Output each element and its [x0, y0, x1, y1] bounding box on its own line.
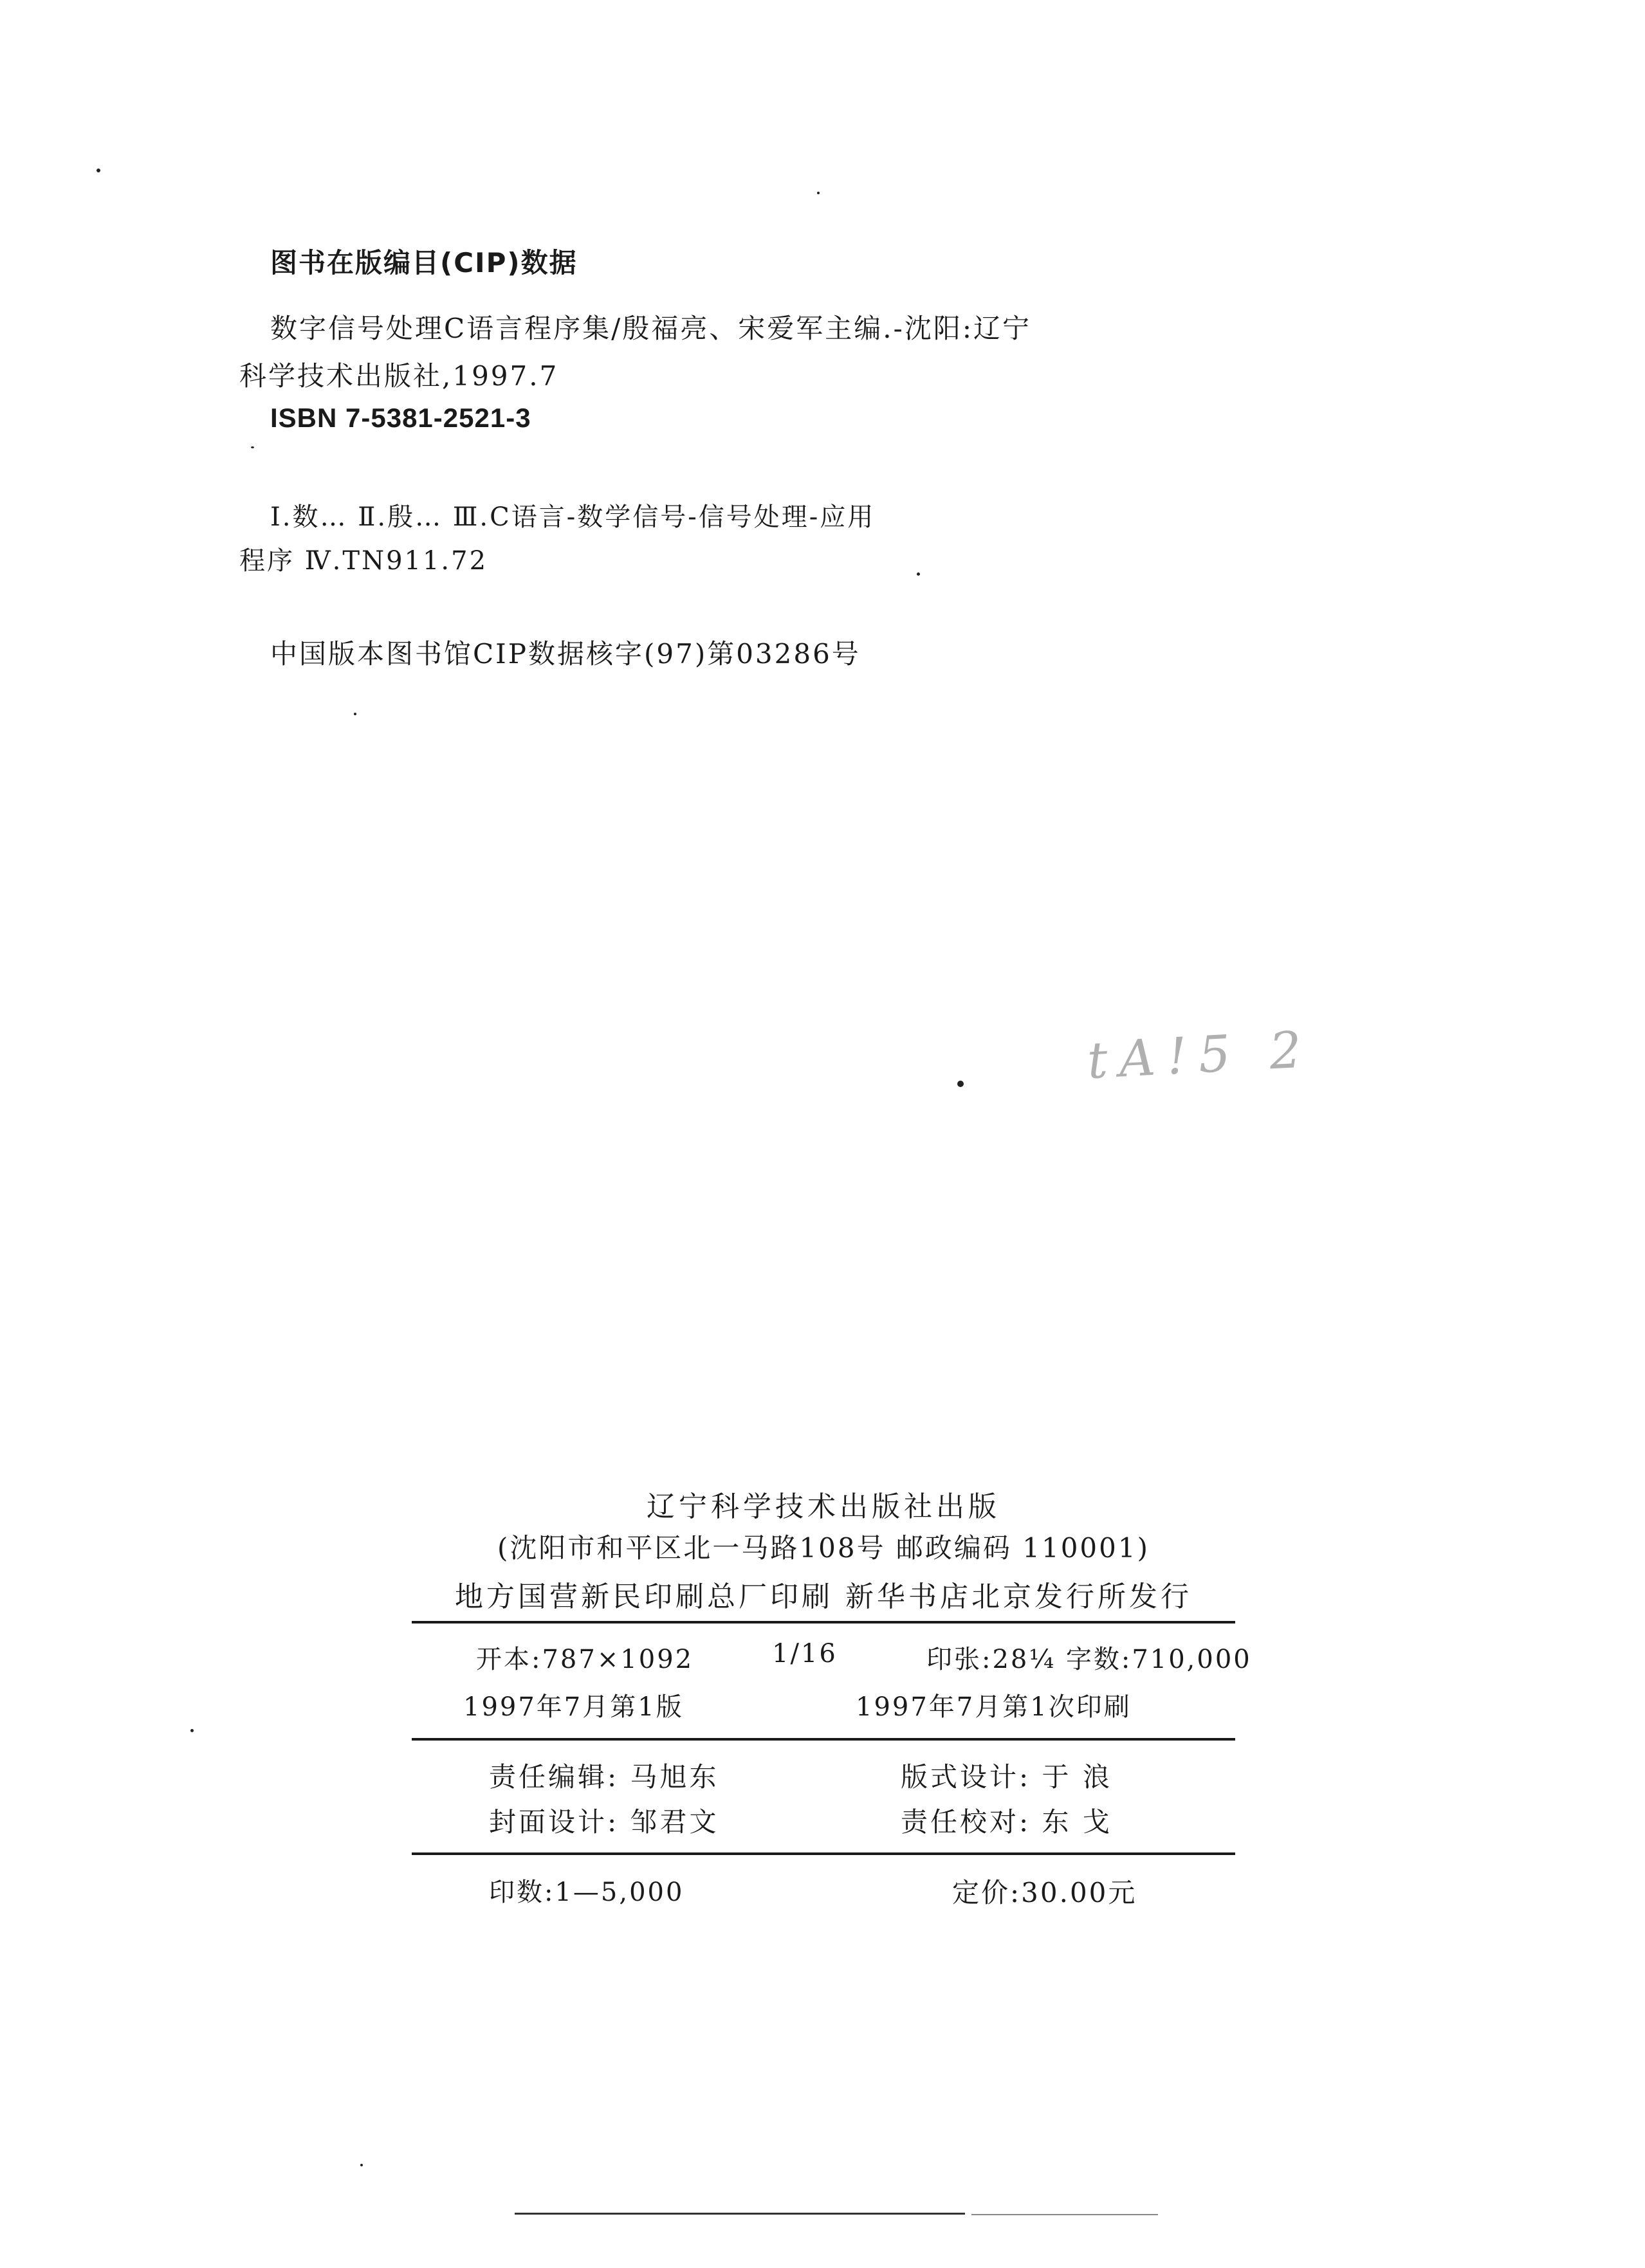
scan-line: [971, 2214, 1158, 2215]
cip-subject-line: Ⅰ.数… Ⅱ.殷… Ⅲ.C语言-数学信号-信号处理-应用: [270, 502, 876, 532]
edition-date: 1997年7月第1版: [463, 1692, 684, 1722]
price: 定价:30.00元: [952, 1877, 1137, 1908]
scan-speck: [360, 2164, 363, 2166]
cip-publisher-line: 科学技术出版社,1997.7: [239, 360, 559, 392]
scan-speck: [957, 1081, 964, 1087]
divider-rule: [412, 1852, 1235, 1855]
sheets-and-word-count: 印张:28¼ 字数:710,000: [926, 1645, 1252, 1674]
isbn: ISBN 7-5381-2521-3: [270, 403, 531, 433]
printing-date: 1997年7月第1次印刷: [856, 1692, 1132, 1722]
book-format: 开本:787×1092: [476, 1645, 694, 1674]
cover-designer: 封面设计: 邹君文: [489, 1806, 719, 1838]
print-run: 印数:1—5,000: [489, 1878, 685, 1907]
printer-distributor: 地方国营新民印刷总厂印刷 新华书店北京发行所发行: [455, 1580, 1192, 1613]
scan-line: [515, 2213, 965, 2215]
cip-heading: 图书在版编目(CIP)数据: [270, 247, 578, 279]
cip-title-line: 数字信号处理C语言程序集/殷福亮、宋爱军主编.-沈阳:辽宁: [270, 313, 1031, 344]
scan-speck: [917, 572, 920, 576]
scan-speck: [251, 446, 254, 448]
proofreader: 责任校对: 东 戈: [901, 1806, 1112, 1838]
book-fraction: 1/16: [772, 1639, 838, 1669]
scan-speck: [190, 1729, 194, 1732]
divider-rule: [412, 1621, 1235, 1623]
scan-speck: [817, 192, 820, 194]
handwritten-note: tA!5 2: [1085, 1020, 1315, 1091]
scan-speck: [96, 169, 100, 172]
divider-rule: [412, 1738, 1235, 1741]
publisher-name: 辽宁科学技术出版社出版: [647, 1490, 1000, 1523]
responsible-editor: 责任编辑: 马旭东: [489, 1761, 719, 1793]
cip-verification-number: 中国版本图书馆CIP数据核字(97)第03286号: [270, 638, 861, 670]
publisher-address: (沈阳市和平区北一马路108号 邮政编码 110001): [497, 1532, 1150, 1564]
cip-classification-line: 程序 Ⅳ.TN911.72: [239, 546, 488, 576]
scan-speck: [354, 713, 356, 715]
layout-designer: 版式设计: 于 浪: [901, 1761, 1112, 1793]
